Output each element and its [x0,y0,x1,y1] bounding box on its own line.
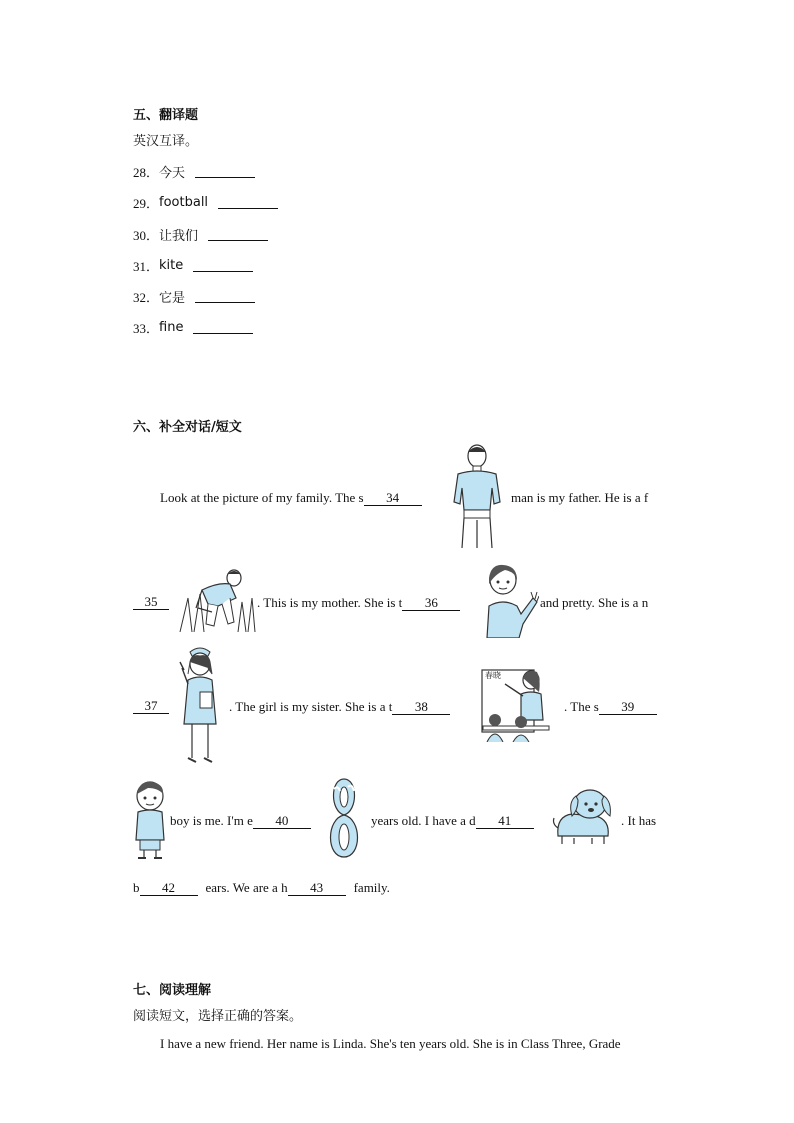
farmer-illustration [178,568,256,632]
question-number: 30． [133,228,160,243]
blank-38[interactable]: 38 [392,700,450,715]
blank-37[interactable]: 37 [133,699,169,714]
passage-line-1-cont [511,490,648,506]
question-number: 32． [133,290,160,305]
passage-line-3-mid [229,699,450,715]
dog-illustration [552,786,618,846]
section-7-heading: 七、阅读理解 [133,983,212,998]
question-text: fine [159,320,184,335]
passage-text: . The girl is my sister. She is a t [229,699,393,714]
question-number: 28． [133,165,160,180]
teacher-illustration [481,664,553,742]
question-number: 31． [133,259,160,274]
question-30 [133,225,268,244]
reading-passage: I have a new friend. Her name is Linda. She's ten years old. She is in Class Three, Grade [160,1036,621,1051]
blank-34[interactable]: 34 [364,491,422,506]
passage-line-4-mid [371,813,534,829]
question-text: 它是 [159,291,186,306]
answer-blank[interactable] [208,228,268,241]
question-text: 让我们 [159,229,199,244]
passage-line-2-start [133,595,169,610]
question-text: football [159,195,209,210]
passage-line-5 [133,880,390,896]
passage-line-1 [160,490,422,506]
passage-line-2-end [540,595,648,611]
section-7-instruction: 阅读短文，选择正确的答案。 [133,1009,303,1024]
passage-line-3-end [564,699,657,715]
answer-blank[interactable] [193,321,253,334]
boy-illustration [132,778,168,860]
number-eight-illustration [326,777,362,859]
passage-line-4-start [170,813,311,829]
passage-text: years old. I have a d [371,813,476,828]
question-33 [133,318,253,337]
passage-text: family. [353,880,390,895]
blank-36[interactable]: 36 [402,596,460,611]
blank-40[interactable]: 40 [253,814,311,829]
passage-line-2-mid [257,595,460,611]
passage-line-3-start [133,699,169,714]
passage-text: . The s [564,699,599,714]
answer-blank[interactable] [218,196,278,209]
section-5-instruction: 英汉互译。 [133,134,199,149]
passage-text: Look at the picture of my family. The s [160,490,364,505]
question-text: kite [159,258,184,273]
question-29 [133,193,278,212]
blank-42[interactable]: 42 [140,881,198,896]
mother-illustration [481,562,539,638]
passage-text: and pretty. She is a n [540,595,649,610]
blank-39[interactable]: 39 [599,700,657,715]
section-5-heading: 五、翻译题 [133,108,199,123]
question-32 [133,287,255,306]
passage-text: man is my father. He is a f [511,490,649,505]
question-number: 29． [133,196,160,211]
blank-41[interactable]: 41 [476,814,534,829]
passage-text: b [133,880,140,895]
question-number: 33． [133,321,160,336]
passage-text: ears. We are a h [205,880,288,895]
section-6-heading: 六、补全对话/短文 [133,420,242,435]
answer-blank[interactable] [195,290,255,303]
father-illustration [446,442,508,548]
passage-text: . It has [621,813,657,828]
question-28 [133,162,255,181]
question-text: 今天 [159,166,186,181]
answer-blank[interactable] [195,165,255,178]
nurse-illustration [178,644,220,766]
answer-blank[interactable] [193,259,253,272]
passage-text: boy is me. I'm e [170,813,253,828]
blank-43[interactable]: 43 [288,881,346,896]
blank-35[interactable]: 35 [133,595,169,610]
passage-text: . This is my mother. She is t [257,595,403,610]
board-text: 春晓 [485,671,501,680]
question-31 [133,256,253,275]
passage-line-4-end [621,813,656,829]
